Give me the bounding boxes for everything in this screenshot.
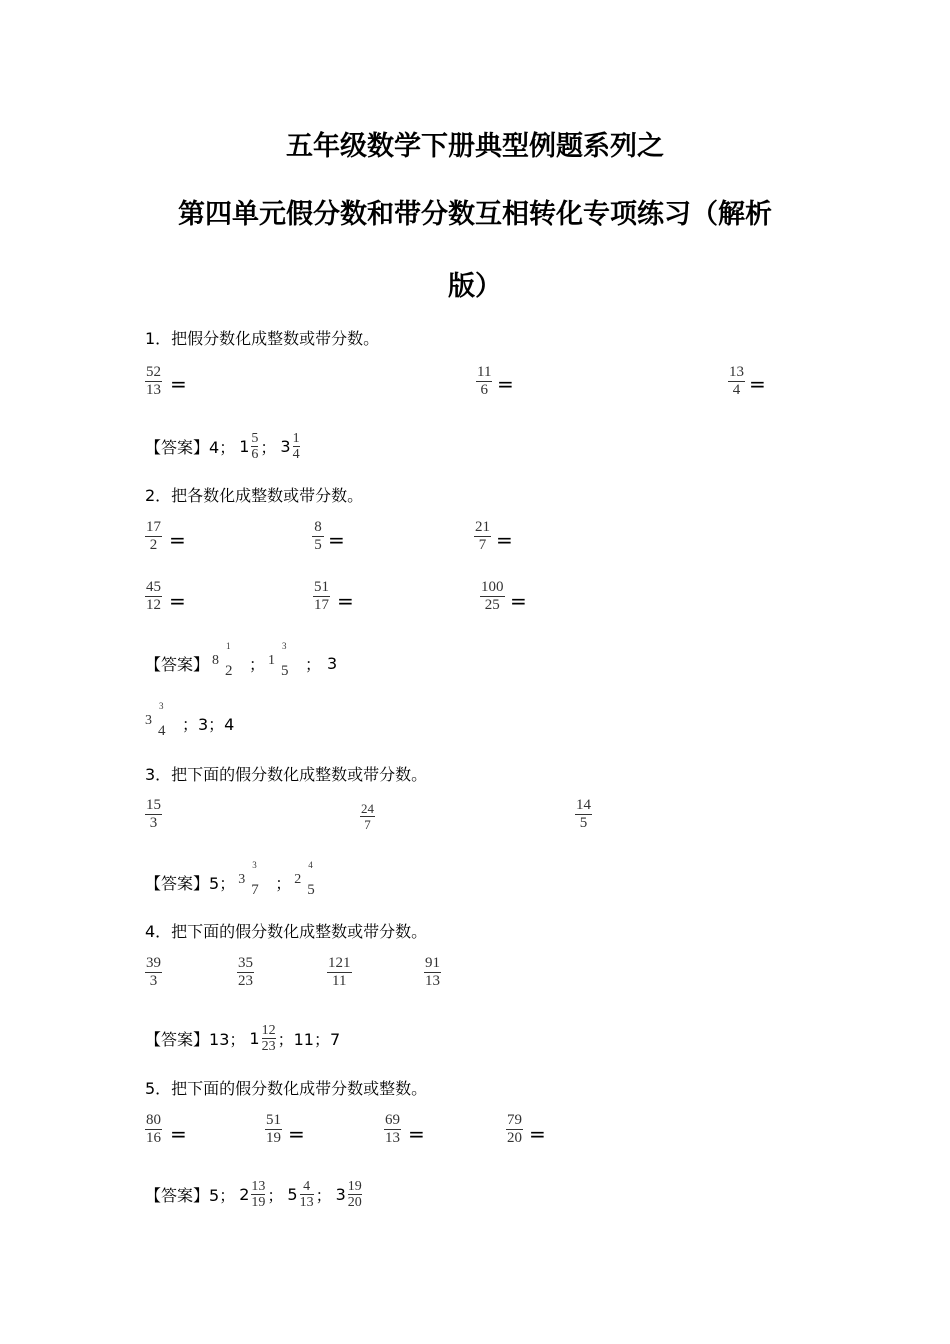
- answer-separator: ；: [267, 1185, 284, 1205]
- answer-separator: ；: [305, 654, 322, 674]
- q5-fraction-2: 51 19: [266, 1112, 281, 1146]
- title-line-2: 第四单元假分数和带分数互相转化专项练习（解析: [178, 199, 772, 230]
- mixed-number: 2 4 5: [294, 860, 315, 898]
- answer-value: ；11；7: [277, 1029, 341, 1049]
- equals-sign: =: [510, 589, 527, 613]
- question-4-answer: [145, 1016, 340, 1060]
- q4-fraction-2: 35 23: [238, 955, 253, 989]
- q2-fraction-5: 51 17: [314, 579, 329, 613]
- answer-label: 【答案】: [145, 1029, 210, 1049]
- question-5-prompt: 5．把下面的假分数化成带分数或整数。: [145, 1079, 428, 1098]
- mixed-number-fraction: 12 23: [261, 1022, 276, 1054]
- q5-fraction-3: 69 13: [385, 1112, 400, 1146]
- mixed-number-fraction: 4 13: [299, 1178, 314, 1210]
- mixed-number-whole: 2: [239, 1184, 250, 1204]
- equals-sign: =: [169, 528, 186, 552]
- q5-fraction-4: 79 20: [507, 1112, 522, 1146]
- q1-fraction-2: 11 6: [477, 364, 492, 398]
- answer-label: 【答案】: [145, 1185, 210, 1205]
- answer-label: 【答案】: [145, 654, 210, 674]
- q4-fraction-1: 39 3: [146, 955, 161, 989]
- answer-separator: ；: [315, 1185, 332, 1205]
- title-line-1: 五年级数学下册典型例题系列之: [286, 131, 664, 162]
- q2-fraction-1: 17 2: [146, 519, 161, 553]
- mixed-number-fraction: 5 6: [251, 430, 259, 462]
- mixed-number-fraction: 13 19: [251, 1178, 266, 1210]
- equals-sign: =: [408, 1122, 425, 1146]
- question-1-answer: [145, 424, 302, 468]
- equals-sign: =: [170, 372, 187, 396]
- question-5-answer: [145, 1172, 364, 1216]
- mixed-number: 3 3 7: [238, 860, 259, 898]
- answer-value: 13；: [209, 1029, 246, 1049]
- question-4-prompt: 4．把下面的假分数化成整数或带分数。: [145, 922, 428, 941]
- answer-value: 5；: [209, 1185, 236, 1205]
- equals-sign: =: [497, 372, 514, 396]
- question-3-answer: [145, 860, 331, 904]
- question-3-prompt: 3．把下面的假分数化成整数或带分数。: [145, 765, 428, 784]
- q3-fraction-3: 14 5: [576, 797, 591, 831]
- equals-sign: =: [169, 589, 186, 613]
- mixed-number-fraction: 1 4: [292, 430, 300, 462]
- equals-sign: =: [749, 372, 766, 396]
- answer-label: 【答案】: [145, 437, 210, 457]
- equals-sign: =: [170, 1122, 187, 1146]
- answer-label: 【答案】: [145, 873, 210, 893]
- q2-fraction-3: 21 7: [475, 519, 490, 553]
- q3-fraction-2: 24 7: [361, 801, 374, 832]
- question-2-prompt: 2．把各数化成整数或带分数。: [145, 486, 364, 505]
- answer-value: 5；: [209, 873, 236, 893]
- equals-sign: =: [337, 589, 354, 613]
- answer-value: 4；: [209, 437, 236, 457]
- q1-fraction-3: 13 4: [729, 364, 744, 398]
- equals-sign: =: [288, 1122, 305, 1146]
- mixed-number-whole: 1: [249, 1028, 260, 1048]
- q5-fraction-1: 80 16: [146, 1112, 161, 1146]
- mixed-number-whole: 3: [335, 1184, 346, 1204]
- q4-fraction-4: 91 13: [425, 955, 440, 989]
- q1-fraction-1: 52 13: [146, 364, 161, 398]
- mixed-number-whole: 3: [280, 436, 291, 456]
- question-2-answer-continued: [145, 701, 234, 745]
- q2-fraction-2: 8 5: [312, 519, 324, 554]
- question-2-answer: [145, 641, 337, 685]
- mixed-number: 1 3 5: [268, 641, 289, 679]
- answer-value: 3: [327, 653, 338, 673]
- equals-sign: =: [328, 528, 345, 552]
- mixed-number: 3 3 4: [145, 701, 166, 739]
- equals-sign: =: [496, 528, 513, 552]
- answer-separator: ；: [249, 654, 266, 674]
- mixed-number: 8 1 2: [212, 641, 233, 679]
- q4-fraction-3: 121 11: [328, 955, 351, 989]
- mixed-number-fraction: 19 20: [347, 1178, 362, 1210]
- answer-value: ；3；4: [182, 714, 235, 734]
- answer-separator: ；: [275, 873, 292, 893]
- mixed-number-whole: 1: [239, 436, 250, 456]
- equals-sign: =: [529, 1122, 546, 1146]
- q2-fraction-4: 45 12: [146, 579, 161, 613]
- q2-fraction-6: 100 25: [481, 579, 504, 613]
- q3-fraction-1: 15 3: [146, 797, 161, 831]
- mixed-number-whole: 5: [287, 1184, 298, 1204]
- question-1-prompt: 1．把假分数化成整数或带分数。: [145, 329, 380, 348]
- title-line-3: 版）: [448, 271, 502, 302]
- answer-separator: ；: [260, 437, 277, 457]
